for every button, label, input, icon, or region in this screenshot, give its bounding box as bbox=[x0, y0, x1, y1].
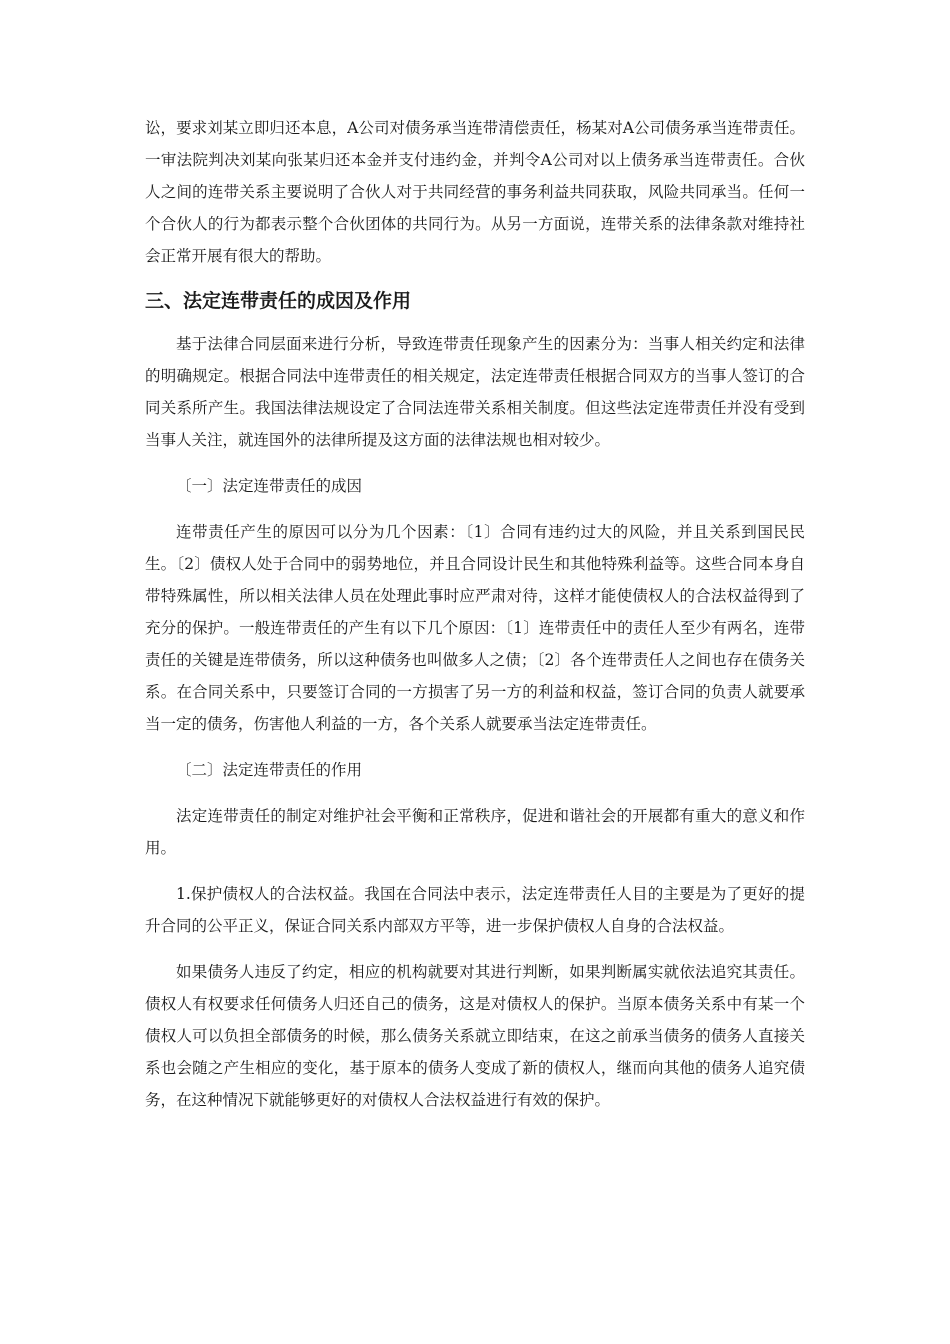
intro-paragraph: 讼，要求刘某立即归还本息，A公司对债务承当连带清偿责任，杨某对A公司债务承当连带责任。一审法院判决刘某向张某归还本金并支付违约金，并判令A公司对以上债务承当连带责任。合伙人之间的连带关系主要说明了合伙人对于共同经营的事务利益共同获取，风险共同承当。任何一个合伙人的行为都表示整个合伙团体的共同行为。从另一方面说，连带关系的法律条款对维持社会正常开展有很大的帮助。 bbox=[145, 119, 805, 265]
causes-paragraph: 连带责任产生的原因可以分为几个因素：〔1〕合同有违约过大的风险，并且关系到国民民生。〔2〕债权人处于合同中的弱势地位，并且合同设计民生和其他特殊利益等。这些合同本身自带特殊属性，所以相关法律人员在处理此事时应严肃对待，这样才能使债权人的合法权益得到了充分的保护。一般连带责任的产生有以下几个原因：〔1〕连带责任中的责任人至少有两名，连带责任的关键是连带债务，所以这种债务也叫做多人之债；〔2〕各个连带责任人之间也存在债务关系。在合同关系中，只要签订合同的一方损害了另一方的利益和权益，签订合同的负责人就要承当一定的债务，伤害他人利益的一方，各个关系人就要承当法定连带责任。 bbox=[145, 523, 805, 733]
point-1-paragraph: 1.保护债权人的合法权益。我国在合同法中表示，法定连带责任人目的主要是为了更好的提升合同的公平正义，保证合同关系内部双方平等，进一步保护债权人自身的合法权益。 bbox=[145, 885, 805, 935]
subheading-role: 〔二〕法定连带责任的作用 bbox=[176, 761, 363, 779]
section-heading: 三、法定连带责任的成因及作用 bbox=[145, 290, 412, 312]
section-paragraph: 基于法律合同层面来进行分析，导致连带责任现象产生的因素分为：当事人相关约定和法律的明确规定。根据合同法中连带责任的相关规定，法定连带责任根据合同双方的当事人签订的合同关系所产生。我国法律法规设定了合同法连带关系相关制度。但这些法定连带责任并没有受到当事人关注，就连国外的法律所提及这方面的法律法规也相对较少。 bbox=[145, 335, 805, 449]
final-paragraph: 如果债务人违反了约定，相应的机构就要对其进行判断，如果判断属实就依法追究其责任。债权人有权要求任何债务人归还自己的债务，这是对债权人的保护。当原本债务关系中有某一个债权人可以负担全部债务的时候，那么债务关系就立即结束，在这之前承当债务的债务人直接关系也会随之产生相应的变化，基于原本的债务人变成了新的债权人，继而向其他的债务人追究债务，在这种情况下就能够更好的对债权人合法权益进行有效的保护。 bbox=[145, 963, 805, 1109]
subheading-causes: 〔一〕法定连带责任的成因 bbox=[176, 477, 363, 495]
document-page bbox=[145, 112, 805, 1116]
role-paragraph: 法定连带责任的制定对维护社会平衡和正常秩序，促进和谐社会的开展都有重大的意义和作用。 bbox=[145, 807, 805, 857]
